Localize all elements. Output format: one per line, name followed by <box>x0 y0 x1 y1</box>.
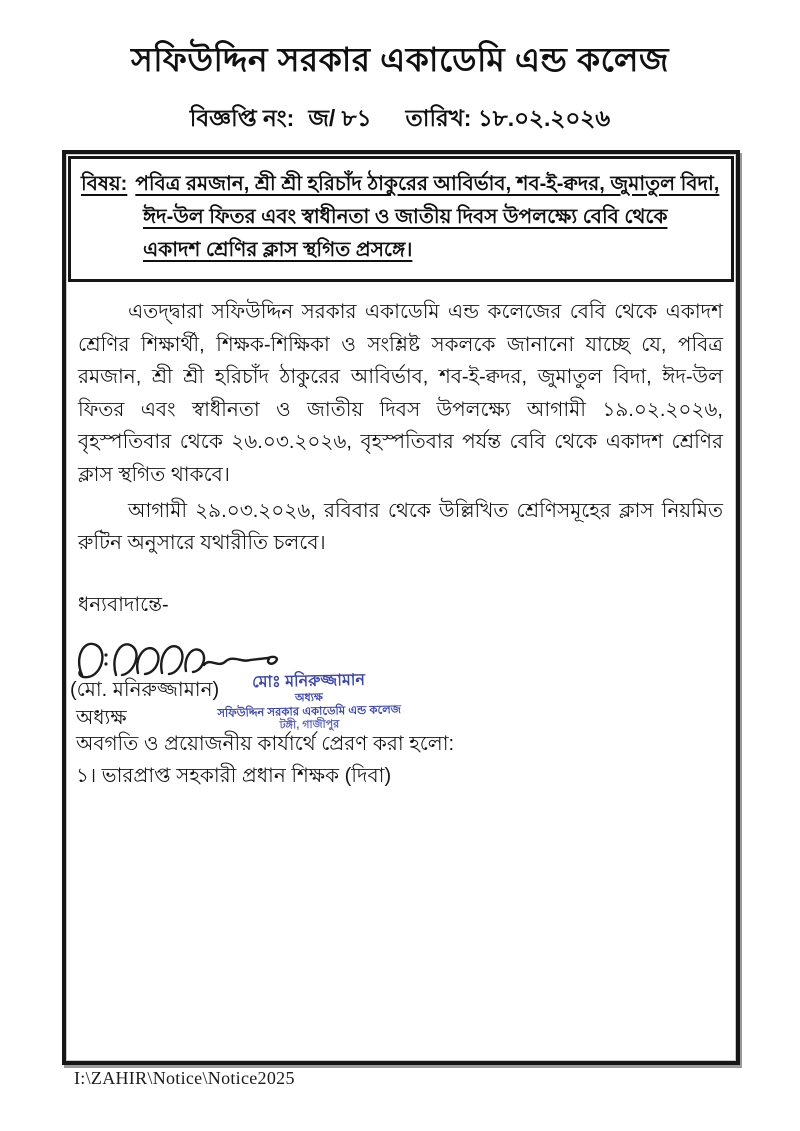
stamp-institution: সফিউদ্দিন সরকার একাডেমি এন্ড কলেজ <box>217 703 402 720</box>
notice-meta-line <box>0 100 800 139</box>
letter-body <box>66 284 736 560</box>
notice-number-value: জ/ ৮১ <box>308 105 372 131</box>
stamp-name: মোঃ মনিরুজ্জামান <box>251 671 366 691</box>
signatory-name: (মো. মনিরুজ্জামান) <box>70 678 220 701</box>
signatory-designation: অধ্যক্ষ <box>76 706 127 729</box>
date-value: ১৮.০২.২০২৬ <box>477 105 611 131</box>
stamp-designation: অধ্যক্ষ <box>294 691 323 705</box>
paragraph-1: এতদ্দ্বারা সফিউদ্দিন সরকার একাডেমি এন্ড কলেজের বেবি থেকে একাদশ শ্রেণির শিক্ষার্থী, শিক্ষক-শিক্ষিকা ও সংশ্লিষ্ট সকলকে জানানো যাচ্ছে যে, পবিত্র রমজান, শ্রী শ্রী হরিচাঁদ ঠাকুরের আবির্ভাব, শব-ই-ক্বদর, জুমাতুল বিদা, ঈদ-উল ফিতর এবং স্বাধীনতা ও জাতীয় দিবস উপলক্ষ্যে আগামী ১৯.০২.২০২৬, বৃহস্পতিবার থেকে ২৬.০৩.২০২৬, বৃহস্পতিবার পর্যন্ত বেবি থেকে একাদশ শ্রেণির ক্লাস স্থগিত থাকবে। <box>78 301 723 486</box>
notice-body-box <box>62 150 740 1065</box>
paragraph-2: আগামী ২৯.০৩.২০২৬, রবিবার থেকে উল্লিখিত শ্রেণিসমূহের ক্লাস নিয়মিত রুটিন অনুসারে যথারীতি চলবে। <box>78 499 723 555</box>
subject-line <box>81 168 721 267</box>
distribution-item: ১। ভারপ্রাপ্ত সহকারী প্রধান শিক্ষক (দিবা) <box>76 764 392 787</box>
closing-salutation: ধন্যবাদান্তে- <box>78 593 169 616</box>
subject-label: বিষয়: <box>81 173 128 195</box>
subject-box <box>68 156 734 282</box>
distribution-heading: অবগতি ও প্রয়োজনীয় কার্যার্থে প্রেরণ করা হলো: <box>76 732 455 755</box>
footer-file-path: I:\ZAHIR\Notice\Notice2025 <box>74 1068 295 1088</box>
stamp-location: টঙ্গী, গাজীপুর <box>279 718 340 732</box>
signature-block <box>66 631 736 787</box>
school-name: সফিউদ্দিন সরকার একাডেমি এন্ড কলেজ <box>130 41 670 78</box>
notice-number-label: বিজ্ঞপ্তি নং: <box>189 105 295 131</box>
date-label: তারিখ: <box>405 105 472 131</box>
letterhead <box>0 0 800 172</box>
subject-text: পবিত্র রমজান, শ্রী শ্রী হরিচাঁদ ঠাকুরের আবির্ভাব, শব-ই-ক্বদর, জুমাতুল বিদা, ঈদ-উল ফিতর এবং স্বাধীনতা ও জাতীয় দিবস উপলক্ষ্যে বেবি থেকে একাদশ শ্রেণির ক্লাস স্থগিত প্রসঙ্গে। <box>135 173 720 261</box>
